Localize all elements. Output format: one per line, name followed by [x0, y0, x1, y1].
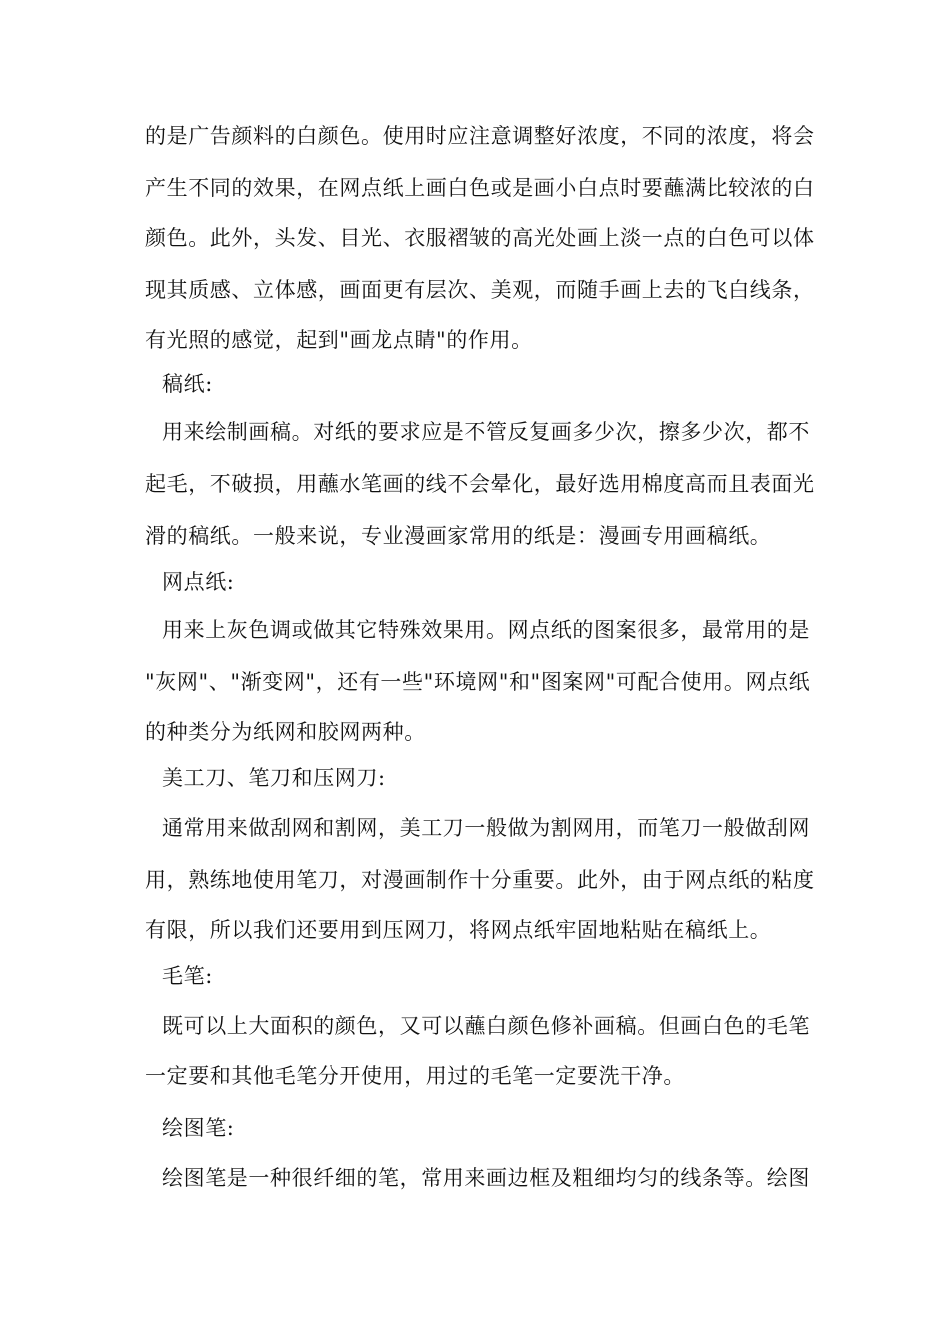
text-line: 的是广告颜料的白颜色。使用时应注意调整好浓度，不同的浓度，将会: [145, 124, 815, 148]
section-heading-screentone: 网点纸:: [162, 570, 235, 594]
text-line: 产生不同的效果，在网点纸上画白色或是画小白点时要蘸满比较浓的白: [145, 176, 815, 200]
text-line: 既可以上大面积的颜色，又可以蘸白颜色修补画稿。但画白色的毛笔: [162, 1014, 810, 1038]
text-line: 滑的稿纸。一般来说，专业漫画家常用的纸是：漫画专用画稿纸。: [145, 524, 772, 548]
section-heading-knives: 美工刀、笔刀和压网刀:: [162, 766, 386, 790]
text-line: 用来上灰色调或做其它特殊效果用。网点纸的图案很多，最常用的是: [162, 618, 810, 642]
section-heading-drawing-pen: 绘图笔:: [162, 1116, 235, 1140]
text-line: 颜色。此外，头发、目光、衣服褶皱的高光处画上淡一点的白色可以体: [145, 226, 815, 250]
text-line: 通常用来做刮网和割网，美工刀一般做为割网用，而笔刀一般做刮网: [162, 816, 810, 840]
text-line: 用来绘制画稿。对纸的要求应是不管反复画多少次，擦多少次，都不: [162, 420, 810, 444]
text-line: 有限，所以我们还要用到压网刀，将网点纸牢固地粘贴在稿纸上。: [145, 918, 772, 942]
text-line: 现其质感、立体感，画面更有层次、美观，而随手画上去的飞白线条，: [145, 278, 815, 302]
section-heading-draft-paper: 稿纸:: [162, 372, 213, 396]
text-line: "灰网"、"渐变网"，还有一些"环境网"和"图案网"可配合使用。网点纸: [145, 670, 811, 694]
text-line: 用，熟练地使用笔刀，对漫画制作十分重要。此外，由于网点纸的粘度: [145, 868, 815, 892]
text-line: 有光照的感觉，起到"画龙点睛"的作用。: [145, 328, 533, 352]
text-line: 绘图笔是一种很纤细的笔，常用来画边框及粗细均匀的线条等。绘图: [162, 1166, 810, 1190]
text-line: 起毛，不破损，用蘸水笔画的线不会晕化，最好选用棉度高而且表面光: [145, 472, 815, 496]
text-line: 一定要和其他毛笔分开使用，用过的毛笔一定要洗干净。: [145, 1064, 685, 1088]
text-line: 的种类分为纸网和胶网两种。: [145, 720, 426, 744]
section-heading-brush: 毛笔:: [162, 964, 213, 988]
